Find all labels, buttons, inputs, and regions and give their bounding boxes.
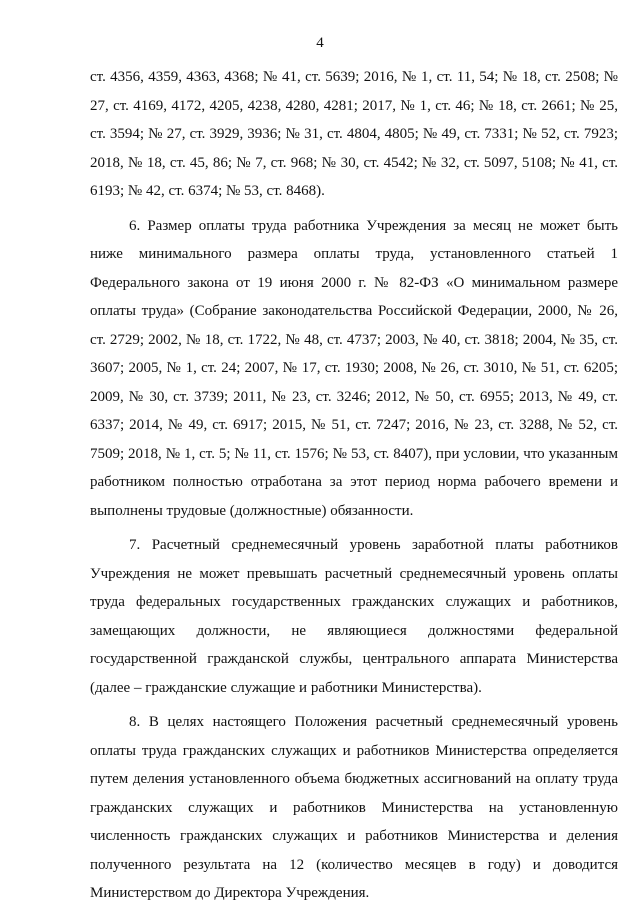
document-body bbox=[90, 63, 618, 908]
paragraph-continuation: ст. 4356, 4359, 4363, 4368; № 41, ст. 5639; 2016, № 1, ст. 11, 54; № 18, ст. 2508; № 27, ст. 4169, 4172, 4205, 4238, 4280, 4281; 2017, № 1, ст. 46; № 18, ст. 2661; № 25, ст. 3594; № 27, ст. 3929, 3936; № 31, ст. 4804, 4805; № 49, ст. 7331; № 52, ст. 7923; 2018, № 18, ст. 45, 86; № 7, ст. 968; № 30, ст. 4542; № 32, ст. 5097, 5108; № 41, ст. 6193; № 42, ст. 6374; № 53, ст. 8468). bbox=[90, 69, 618, 199]
page-number: 4 bbox=[316, 35, 324, 51]
paragraph-8-salary-calculation: 8. В целях настоящего Положения расчетный среднемесячный уровень оплаты труда гражданских служащих и работников Министерства определяется путем деления установленного объема бюджетных ассигнований на оплату труда гражданских служащих и работников Министерства на установленную численность гражданских служащих и работников Министерства и деления полученного результата на 12 (количество месяцев в году) и доводится Министерством до Директора Учреждения. bbox=[90, 714, 618, 901]
paragraph-6-minimum-wage: 6. Размер оплаты труда работника Учреждения за месяц не может быть ниже минимального размера оплаты труда, установленного статьей 1 Федерального закона от 19 июня 2000 г. № 82-ФЗ «О минимальном размере оплаты труда» (Собрание законодательства Российской Федерации, 2000, № 26, ст. 2729; 2002, № 18, ст. 1722, № 48, ст. 4737; 2003, № 40, ст. 3818; 2004, № 35, ст. 3607; 2005, № 1, ст. 24; 2007, № 17, ст. 1930; 2008, № 26, ст. 3010, № 51, ст. 6205; 2009, № 30, ст. 3739; 2011, № 23, ст. 3246; 2012, № 50, ст. 6955; 2013, № 49, ст. 6337; 2014, № 49, ст. 6917; 2015, № 51, ст. 7247; 2016, № 23, ст. 3288, № 52, ст. 7509; 2018, № 1, ст. 5; № 11, ст. 1576; № 53, ст. 8407), при условии, что указанным работником полностью отработана за этот период норма рабочего времени и выполнены трудовые (должностные) обязанности. bbox=[90, 217, 618, 519]
paragraph-7-average-salary-level: 7. Расчетный среднемесячный уровень заработной платы работников Учреждения не может превышать расчетный среднемесячный уровень оплаты труда федеральных государственных гражданских служащих и работников, замещающих должности, не являющиеся должностями федеральной государственной гражданской службы, центрального аппарата Министерства (далее – гражданские служащие и работники Министерства). bbox=[90, 537, 618, 696]
